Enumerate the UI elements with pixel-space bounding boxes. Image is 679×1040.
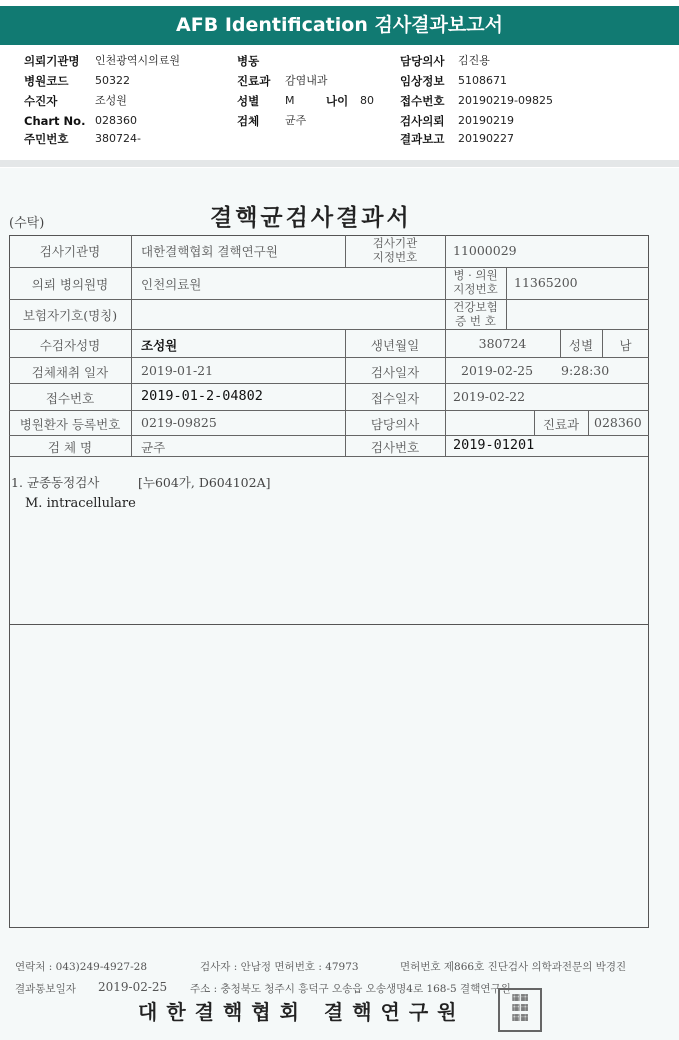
footer-contact: 연락처 : 043)249-4927-28 <box>15 961 147 973</box>
footer-inspector: 검사자 : 안남정 면허번호 : 47973 <box>200 961 359 973</box>
value-lab-name: 대한결핵협회 결핵연구원 <box>141 244 278 259</box>
label-department: 진료과 <box>542 417 580 432</box>
label-specimen: 검 체 명 <box>47 440 93 455</box>
value-specimen: 균주 <box>141 440 166 455</box>
scanned-result-document <box>0 168 679 1040</box>
official-seal-icon: ▦▦ ▦▦ ▦▦ <box>498 988 542 1032</box>
label-accession-no: 접수번호 <box>45 391 95 406</box>
doc-subtitle: (수탁) <box>9 216 45 231</box>
info-value-sex: M <box>285 94 295 107</box>
section-divider <box>0 160 679 167</box>
value-registration-no: 0219-09825 <box>141 415 217 430</box>
info-value-clinical: 5108671 <box>458 74 507 87</box>
report-title-bar <box>0 6 679 45</box>
value-hospital-id: 11365200 <box>514 275 578 290</box>
report-title: AFB Identification 검사결과보고서 <box>176 14 503 36</box>
value-patient-name: 조성원 <box>141 338 178 353</box>
info-value-receipt-no: 20190219-09825 <box>458 94 553 107</box>
value-accession-no: 2019-01-2-04802 <box>141 388 263 404</box>
info-value-patient: 조성원 <box>95 94 127 107</box>
footer-date: 2019-02-25 <box>98 980 168 994</box>
label-lab-id-a: 검사기관 <box>372 236 418 250</box>
info-label-receipt-no: 접수번호 <box>400 94 445 108</box>
label-test-no: 검사번호 <box>370 440 420 455</box>
info-value-specimen: 균주 <box>285 114 307 127</box>
label-sex: 성별 <box>568 338 594 353</box>
result-test-code: [누604가, D604102A] <box>138 475 271 490</box>
label-insurance-a: 건강보험 <box>453 300 498 314</box>
value-department: 028360 <box>594 415 642 430</box>
info-label-ward: 병동 <box>237 54 260 68</box>
info-value-age: 80 <box>360 94 374 107</box>
label-attending-doctor: 담당의사 <box>370 417 420 432</box>
value-collection-date: 2019-01-21 <box>141 363 214 378</box>
info-value-request-date: 20190219 <box>458 114 514 127</box>
info-label-doctor: 담당의사 <box>400 54 445 68</box>
info-label-age: 나이 <box>326 94 349 108</box>
label-test-date: 검사일자 <box>370 365 420 380</box>
patient-info-panel <box>0 52 679 154</box>
value-referring-hospital: 인천의료원 <box>141 277 202 292</box>
value-test-no: 2019-01201 <box>453 437 535 453</box>
info-label-clinical: 임상정보 <box>400 74 445 88</box>
info-label-request-date: 검사의뢰 <box>400 114 445 128</box>
value-test-date: 2019-02-25 <box>461 363 534 378</box>
info-label-institution: 의뢰기관명 <box>24 54 80 68</box>
info-value-hospital-code: 50322 <box>95 74 130 87</box>
label-collection-date: 검체채취 일자 <box>31 365 109 380</box>
value-lab-id: 11000029 <box>453 243 517 258</box>
info-label-chart-no: Chart No. <box>24 114 86 128</box>
info-label-specimen: 검체 <box>237 114 260 128</box>
label-lab-name: 검사기관명 <box>39 244 101 259</box>
value-receipt-date: 2019-02-22 <box>453 389 526 404</box>
footer-license: 면허번호 제866호 진단검사 의학과전문의 박경진 <box>400 961 627 973</box>
footer-date-label: 결과통보일자 <box>15 983 76 995</box>
value-birthdate: 380724 <box>478 336 527 351</box>
info-value-resident-no: 380724- <box>95 132 141 145</box>
result-area <box>9 456 649 928</box>
label-hospital-id-b: 지정번호 <box>453 282 498 296</box>
label-referring-hospital: 의뢰 병의원명 <box>31 277 109 292</box>
label-hospital-id-a: 병 · 의원 <box>453 268 498 282</box>
value-sex: 남 <box>619 338 632 353</box>
info-label-department: 진료과 <box>237 74 271 88</box>
footer-organization: 대한결핵협회 결핵연구원 <box>138 1000 466 1024</box>
info-label-resident-no: 주민번호 <box>24 132 69 146</box>
doc-title: 결핵균검사결과서 <box>210 204 412 231</box>
label-insurer: 보험자기호(명칭) <box>22 308 118 323</box>
value-test-time: 9:28:30 <box>561 363 610 378</box>
info-value-chart-no: 028360 <box>95 114 137 127</box>
info-value-department: 감염내과 <box>285 74 328 87</box>
info-label-patient: 수진자 <box>24 94 58 108</box>
label-patient-name: 수검자성명 <box>39 338 101 353</box>
footer-address: 주소 : 충청북도 청주시 흥덕구 오송읍 오송생명4로 168-5 결핵연구원 <box>190 983 511 995</box>
info-label-hospital-code: 병원코드 <box>24 74 69 88</box>
info-value-doctor: 김진용 <box>458 54 490 67</box>
label-lab-id-b: 지정번호 <box>372 250 418 264</box>
info-value-institution: 인천광역시의료원 <box>95 54 181 67</box>
result-test-name: 1. 균종동정검사 <box>11 475 100 490</box>
info-value-report-date: 20190227 <box>458 132 514 145</box>
result-organism: M. intracellulare <box>25 496 136 511</box>
label-registration-no: 병원환자 등록번호 <box>19 417 121 432</box>
label-insurance-b: 증 번 호 <box>455 314 496 328</box>
label-receipt-date: 접수일자 <box>370 391 420 406</box>
info-label-sex: 성별 <box>237 94 260 108</box>
info-label-report-date: 결과보고 <box>400 132 445 146</box>
label-birthdate: 생년월일 <box>370 338 420 353</box>
